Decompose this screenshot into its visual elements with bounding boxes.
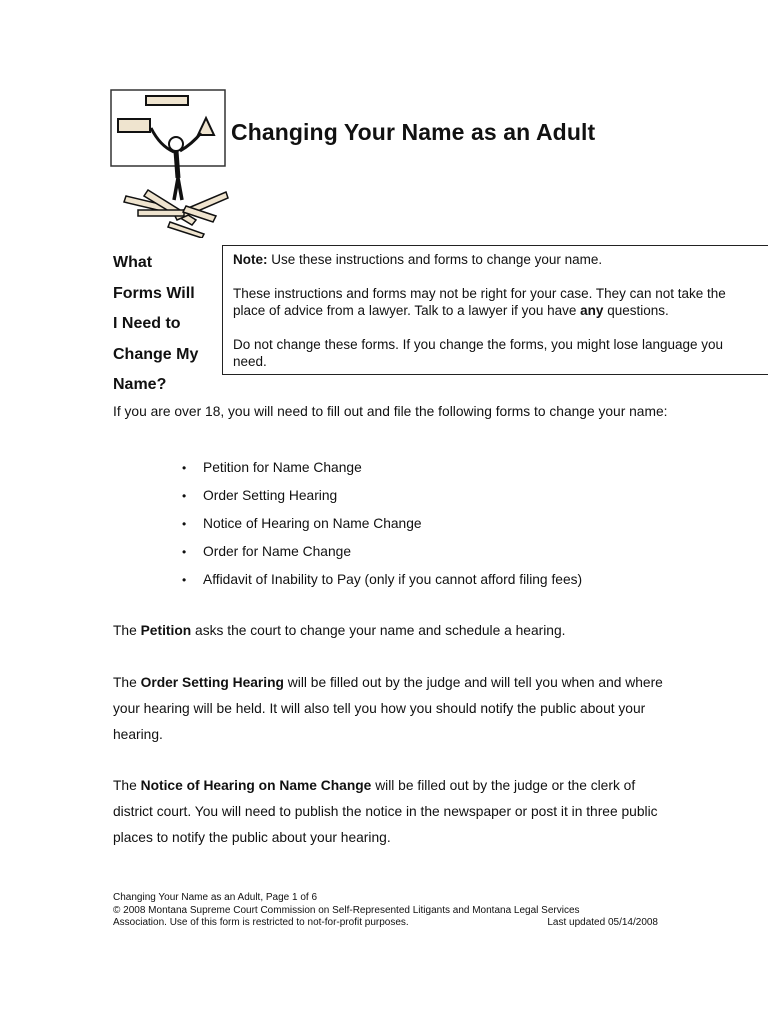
person-holding-signs-icon	[108, 88, 230, 238]
order-setting-text	[113, 670, 673, 748]
section-heading-line: Name?	[113, 376, 167, 393]
paragraph-rest: will be filled out by the judge or the clerk of district court. You will need to publish the notice in the newspaper or post it in three public places to notify the public about your hearing.	[113, 778, 658, 845]
section-heading-line: Change My	[113, 345, 199, 363]
intro-paragraph	[113, 399, 673, 425]
note-box	[222, 245, 768, 375]
paragraph-prefix: The	[113, 623, 141, 638]
petition-paragraph	[113, 618, 673, 644]
list-item	[177, 566, 657, 594]
document-title: Changing Your Name as an Adult	[231, 119, 596, 145]
form-name-emphasis: Order Setting Hearing	[140, 675, 284, 690]
order-setting-paragraph	[113, 670, 673, 748]
footer-last-updated: Last updated 05/14/2008	[547, 917, 658, 928]
form-name-emphasis: Notice of Hearing on Name Change	[140, 778, 372, 793]
bullet-icon: •	[182, 517, 187, 531]
list-item	[177, 510, 657, 538]
page-footer	[113, 892, 658, 930]
note-line	[233, 251, 768, 268]
note-warning: Do not change these forms. If you change the forms, you might lose language you need.	[233, 337, 724, 369]
list-item-text: Order Setting Hearing	[203, 488, 338, 503]
note-label: Note:	[233, 252, 268, 267]
paragraph-prefix: The	[113, 675, 141, 690]
list-item-text: Order for Name Change	[203, 544, 351, 559]
intro-text: If you are over 18, you will need to fill out and file the following forms to change your name:	[113, 404, 668, 419]
notice-text	[113, 773, 673, 851]
paragraph-prefix: The	[113, 778, 141, 793]
note-disclaimer-emphasis: any	[580, 303, 604, 318]
footer-page-info: Changing Your Name as an Adult, Page 1 of 6	[113, 892, 318, 903]
section-heading-line: Forms Will	[113, 284, 195, 302]
paragraph-rest: will be filled out by the judge and will tell you when and where your hearing will be held. It will also tell you how you should notify the public about your hearing.	[113, 675, 663, 742]
list-item	[177, 538, 657, 566]
petition-text	[113, 618, 673, 644]
note-disclaimer	[233, 285, 768, 319]
footer-usage-note: Association. Use of this form is restricted to not-for-profit purposes.	[113, 917, 409, 928]
bullet-icon: •	[182, 545, 187, 559]
paragraph-rest: asks the court to change your name and schedule a hearing.	[191, 623, 566, 638]
footer-row	[113, 917, 658, 930]
list-item-text: Affidavit of Inability to Pay (only if you cannot afford filing fees)	[203, 572, 583, 587]
notice-paragraph	[113, 773, 673, 851]
note-disclaimer-text-end: questions.	[603, 303, 669, 318]
list-item	[177, 482, 657, 510]
note-disclaimer-text: These instructions and forms may not be right for your case. They can not take the place of advice from a lawyer. Talk to a lawyer if you have	[233, 286, 726, 318]
section-heading-line: I Need to	[113, 315, 181, 332]
list-item-text: Notice of Hearing on Name Change	[203, 516, 422, 531]
form-name-emphasis: Petition	[140, 623, 192, 638]
bullet-icon: •	[182, 573, 187, 587]
list-item	[177, 454, 657, 482]
section-heading-line: What	[113, 254, 153, 271]
footer-copyright: © 2008 Montana Supreme Court Commission on Self-Represented Litigants and Montana Legal Services	[113, 904, 580, 916]
bullet-icon: •	[182, 461, 187, 475]
forms-list	[177, 454, 657, 594]
list-item-text: Petition for Name Change	[203, 460, 362, 475]
bullet-icon: •	[182, 489, 187, 503]
note-text: Use these instructions and forms to change your name.	[267, 252, 603, 267]
section-heading	[113, 248, 218, 401]
